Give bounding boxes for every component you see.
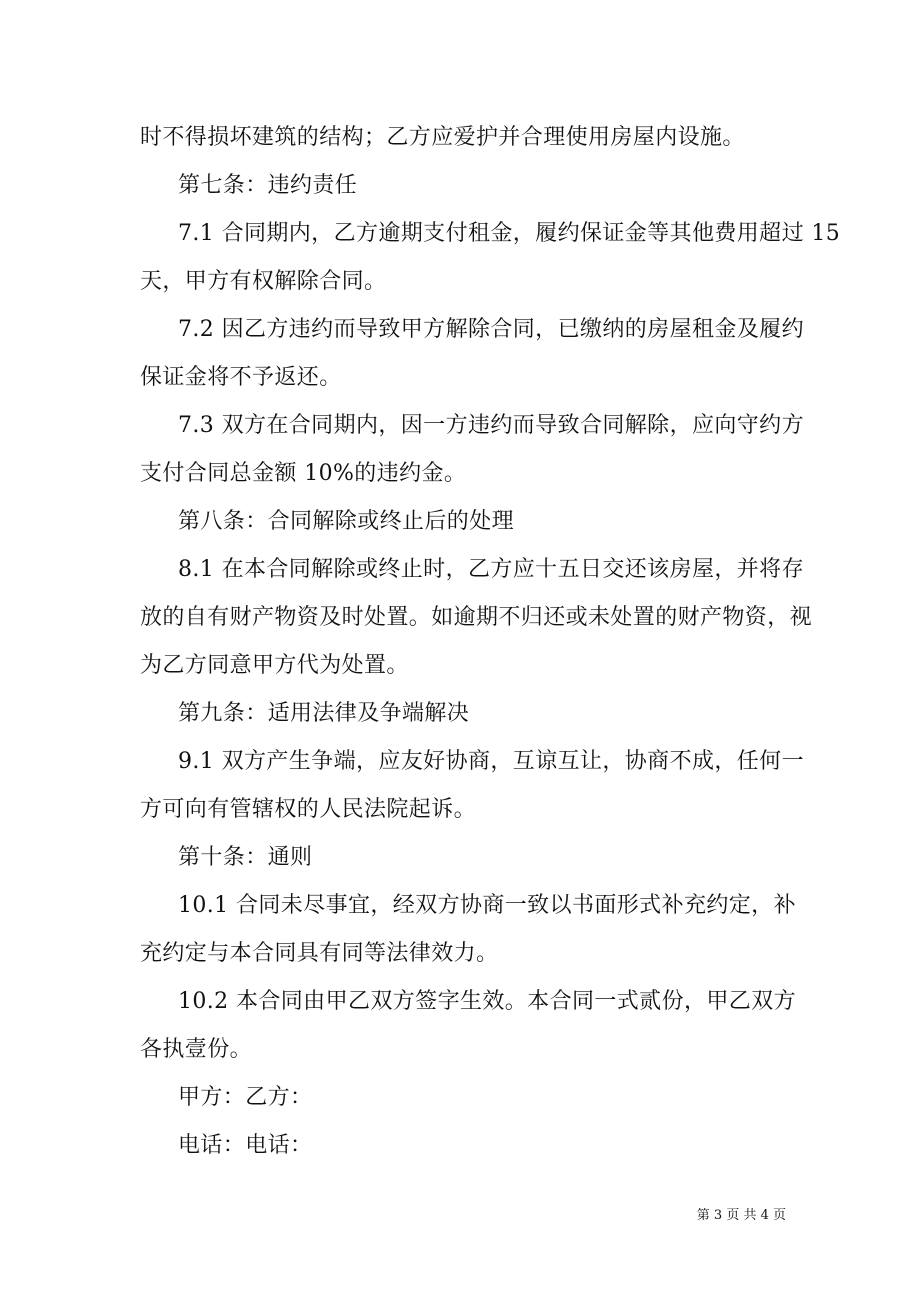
clause-7-2-cont: 保证金将不予返还。: [140, 365, 342, 390]
clause-9-1: 9.1 双方产生争端，应友好协商，互谅互让，协商不成，任何一: [178, 749, 804, 774]
clause-10-1-cont: 充约定与本合同具有同等法律效力。: [140, 941, 499, 966]
clause-7-1: 7.1 合同期内，乙方逾期支付租金，履约保证金等其他费用超过 15: [178, 221, 841, 246]
section-heading-10: 第十条：通则: [178, 845, 313, 870]
clause-8-1-cont-2: 为乙方同意甲方代为处置。: [140, 653, 409, 678]
clause-7-3-cont: 支付合同总金额 10%的违约金。: [140, 461, 467, 486]
section-heading-7: 第七条：违约责任: [178, 173, 358, 198]
page-number-footer: 第 3 页 共 4 页: [696, 1208, 786, 1223]
clause-9-1-cont: 方可向有管辖权的人民法院起诉。: [140, 797, 477, 822]
clause-10-2-cont: 各执壹份。: [140, 1037, 253, 1062]
paragraph-line: 时不得损坏建筑的结构；乙方应爱护并合理使用房屋内设施。: [140, 125, 745, 150]
clause-7-3: 7.3 双方在合同期内，因一方违约而导致合同解除，应向守约方: [178, 413, 804, 438]
clause-10-1: 10.1 合同未尽事宜，经双方协商一致以书面形式补充约定，补: [178, 893, 796, 918]
clause-8-1-cont-1: 放的自有财产物资及时处置。如逾期不归还或未处置的财产物资，视: [140, 605, 813, 630]
clause-8-1: 8.1 在本合同解除或终止时，乙方应十五日交还该房屋，并将存: [178, 557, 804, 582]
section-heading-9: 第九条：适用法律及争端解决: [178, 701, 470, 726]
section-heading-8: 第八条：合同解除或终止后的处理: [178, 509, 515, 534]
document-body: [140, 114, 841, 1170]
clause-7-2: 7.2 因乙方违约而导致甲方解除合同，已缴纳的房屋租金及履约: [178, 317, 804, 342]
signature-parties: 甲方：乙方：: [178, 1085, 313, 1110]
signature-phones: 电话：电话：: [178, 1133, 313, 1158]
clause-10-2: 10.2 本合同由甲乙双方签字生效。本合同一式贰份，甲乙双方: [178, 989, 796, 1014]
clause-7-1-cont: 天，甲方有权解除合同。: [140, 269, 387, 294]
